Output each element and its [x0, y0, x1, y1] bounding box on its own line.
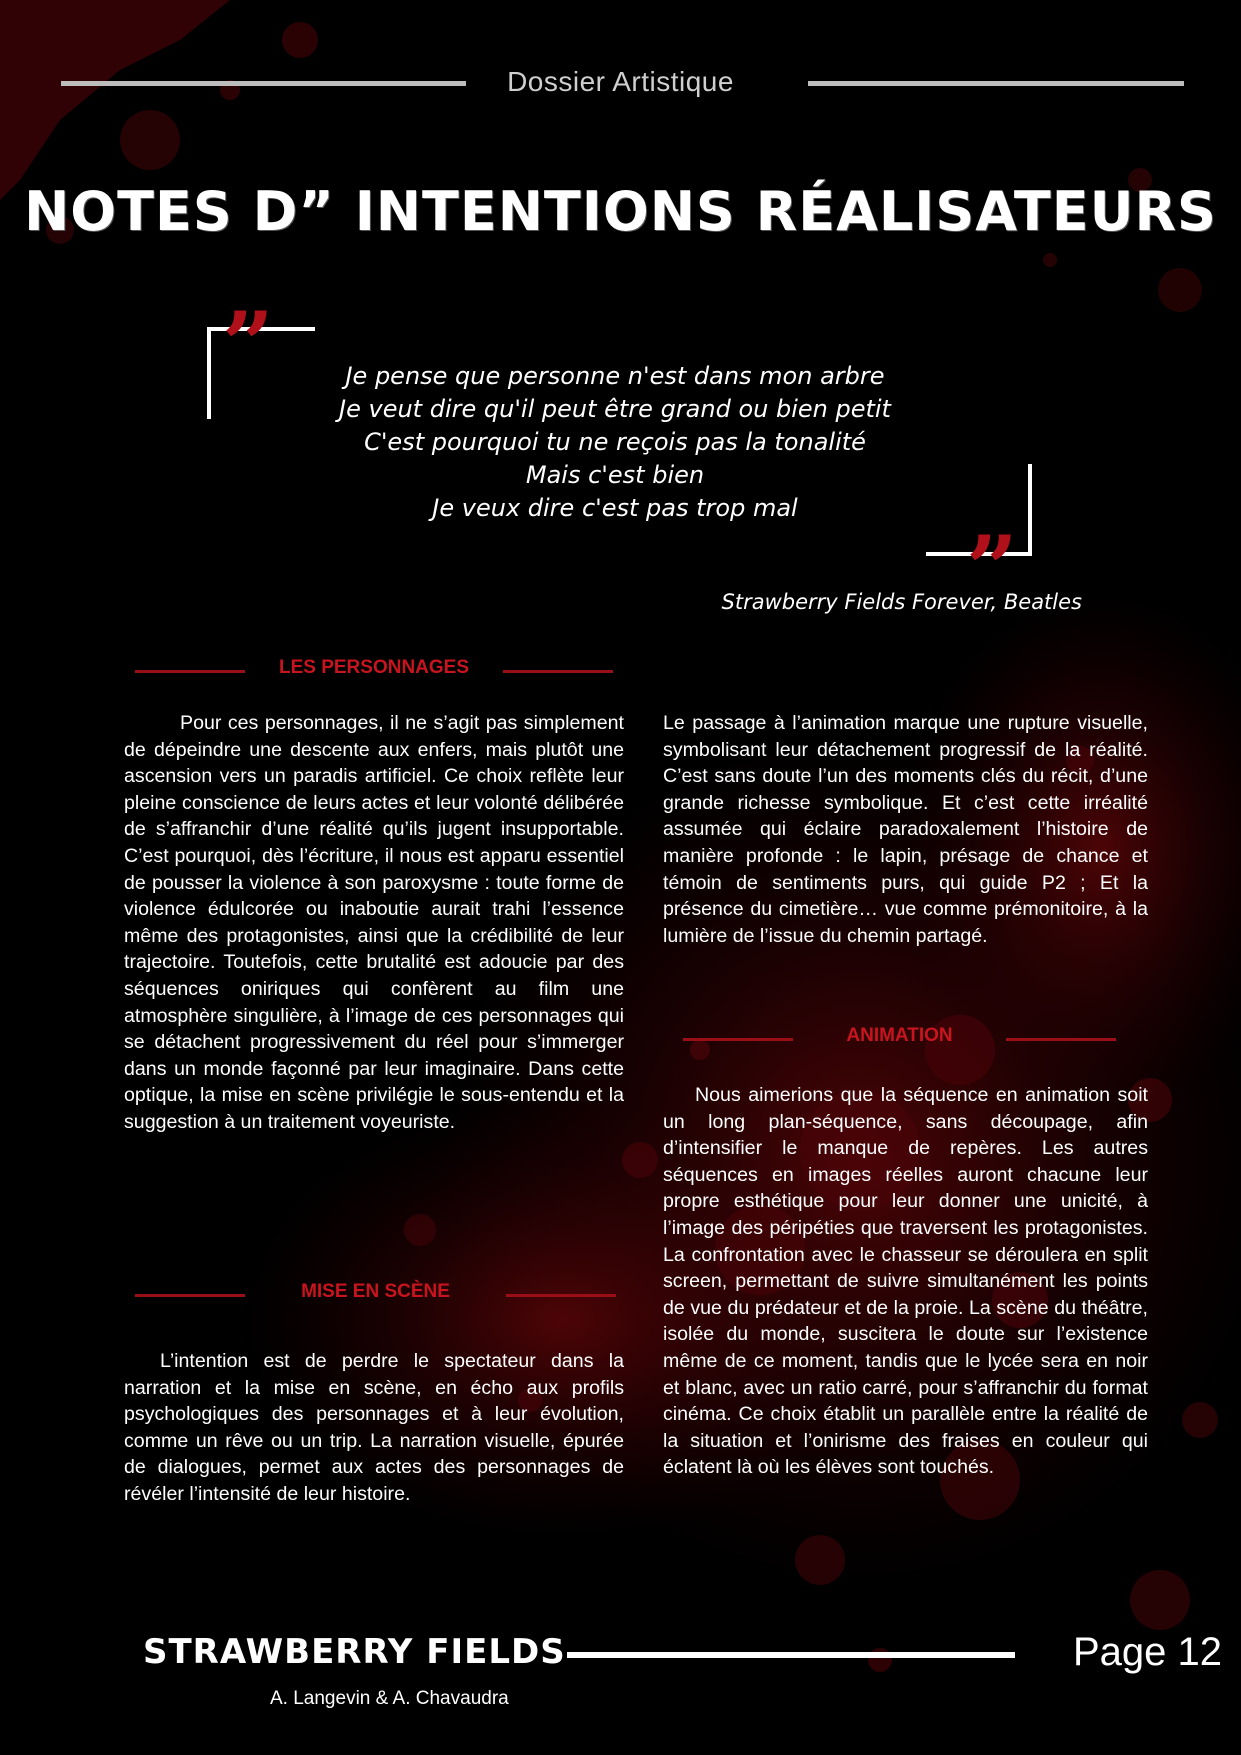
quote-line: C'est pourquoi tu ne reçois pas la tonalité — [364, 428, 866, 456]
quote-line: Je veux dire c'est pas trop mal — [432, 494, 798, 522]
quote-line: Mais c'est bien — [525, 461, 705, 489]
opening-quote-icon: ” — [222, 292, 274, 398]
footer-authors: A. Langevin & A. Chavaudra — [270, 1688, 509, 1709]
heading-label: ANIMATION — [846, 1025, 953, 1046]
heading-label: MISE EN SCÈNE — [301, 1281, 450, 1302]
footer-film-title: STRAWBERRY FIELDS — [143, 1632, 566, 1672]
heading-rule — [506, 1294, 616, 1297]
paragraph-personnages: Pour ces personnages, il ne s’agit pas simplement de dépeindre une descente aux enfers, mais plutôt une ascension vers un paradis artificiel. Ce choix reflète leur pleine conscience de leurs actes et leur volonté délibérée de s’affranchir d’une réalité qu’ils jugent insupportable. C’est pourquoi, dès l’écriture, il nous est apparu essentiel de pousser la violence à son paroxysme : toute forme de violence édulcorée ou inaboutie aurait trahi l’essence même des protagonistes, ainsi que la crédibilité de leur trajectoire. Toutefois, cette brutalité est adoucie par des séquences oniriques qui confèrent au film une atmosphère singulière, à l’image de ces personnages qui se détachent progressivement du réel pour s’immerger dans un monde façonné par leur imaginaire. Dans cette optique, la mise en scène privilégie le sous-entendu et la suggestion à un traitement voyeuriste. — [124, 712, 624, 1133]
quote-source: Strawberry Fields Forever, Beatles — [721, 590, 1082, 614]
quote-line: Je veut dire qu'il peut être grand ou bien petit — [339, 395, 891, 423]
quote-text — [250, 360, 980, 525]
heading-rule — [1006, 1038, 1116, 1041]
paragraph-animation: Nous aimerions que la séquence en animation soit un long plan-séquence, sans découpage, afin d’intensifier le manque de repères. Les autres séquences en images réelles auront chacune leur propre esthétique pour leur donner une unicité, à l’image des péripéties que traversent les protagonistes. La confrontation avec le chasseur se déroulera en split screen, permettant de suivre simultanément les points de vue du prédateur et de la proie. La scène du théâtre, isolée du monde, suscitera le doute sur l’existence même de ce moment, tandis que le lycée sera en noir et blanc, avec un ratio carré, pour s’affranchir du format cinéma. Ce choix établit un parallèle entre la réalité de la situation et l’onirisme des fraises en couleur qui éclatent là où les élèves sont touchés. — [663, 1084, 1148, 1479]
section-heading-personnages — [135, 657, 613, 687]
paragraph-rupture: Le passage à l’animation marque une rupture visuelle, symbolisant leur détachement progressif de la réalité. C’est sans doute l’un des moments clés du récit, d’une grande richesse symbolique. Et c’est cette irréalité assumée qui éclaire paradoxalement l’histoire de manière profonde : le lapin, présage de chance et témoin de sentiments purs, qui guide P2 ; Et la présence du cimetière… vue comme prémonitoire, à la lumière de l’issue du chemin partagé. — [663, 712, 1148, 947]
footer-rule — [567, 1652, 1015, 1658]
heading-rule — [503, 670, 613, 673]
paragraph-mise-en-scene: L’intention est de perdre le spectateur dans la narration et la mise en scène, en écho aux profils psychologiques des personnages et à leur évolution, comme un rêve ou un trip. La narration visuelle, épurée de dialogues, permet aux actes des personnages de révéler l’intensité de leur histoire. — [124, 1350, 624, 1505]
section-heading-mise-en-scene — [135, 1281, 616, 1311]
page-title: NOTES D” INTENTIONS RÉALISATEURS — [24, 180, 1217, 243]
closing-quote-icon: ” — [966, 516, 1018, 622]
header-title: Dossier Artistique — [507, 66, 734, 97]
page-number: Page 12 — [1073, 1630, 1223, 1674]
section-heading-animation — [683, 1025, 1116, 1055]
quote-line: Je pense que personne n'est dans mon arbre — [345, 362, 885, 390]
heading-label: LES PERSONNAGES — [278, 657, 470, 678]
